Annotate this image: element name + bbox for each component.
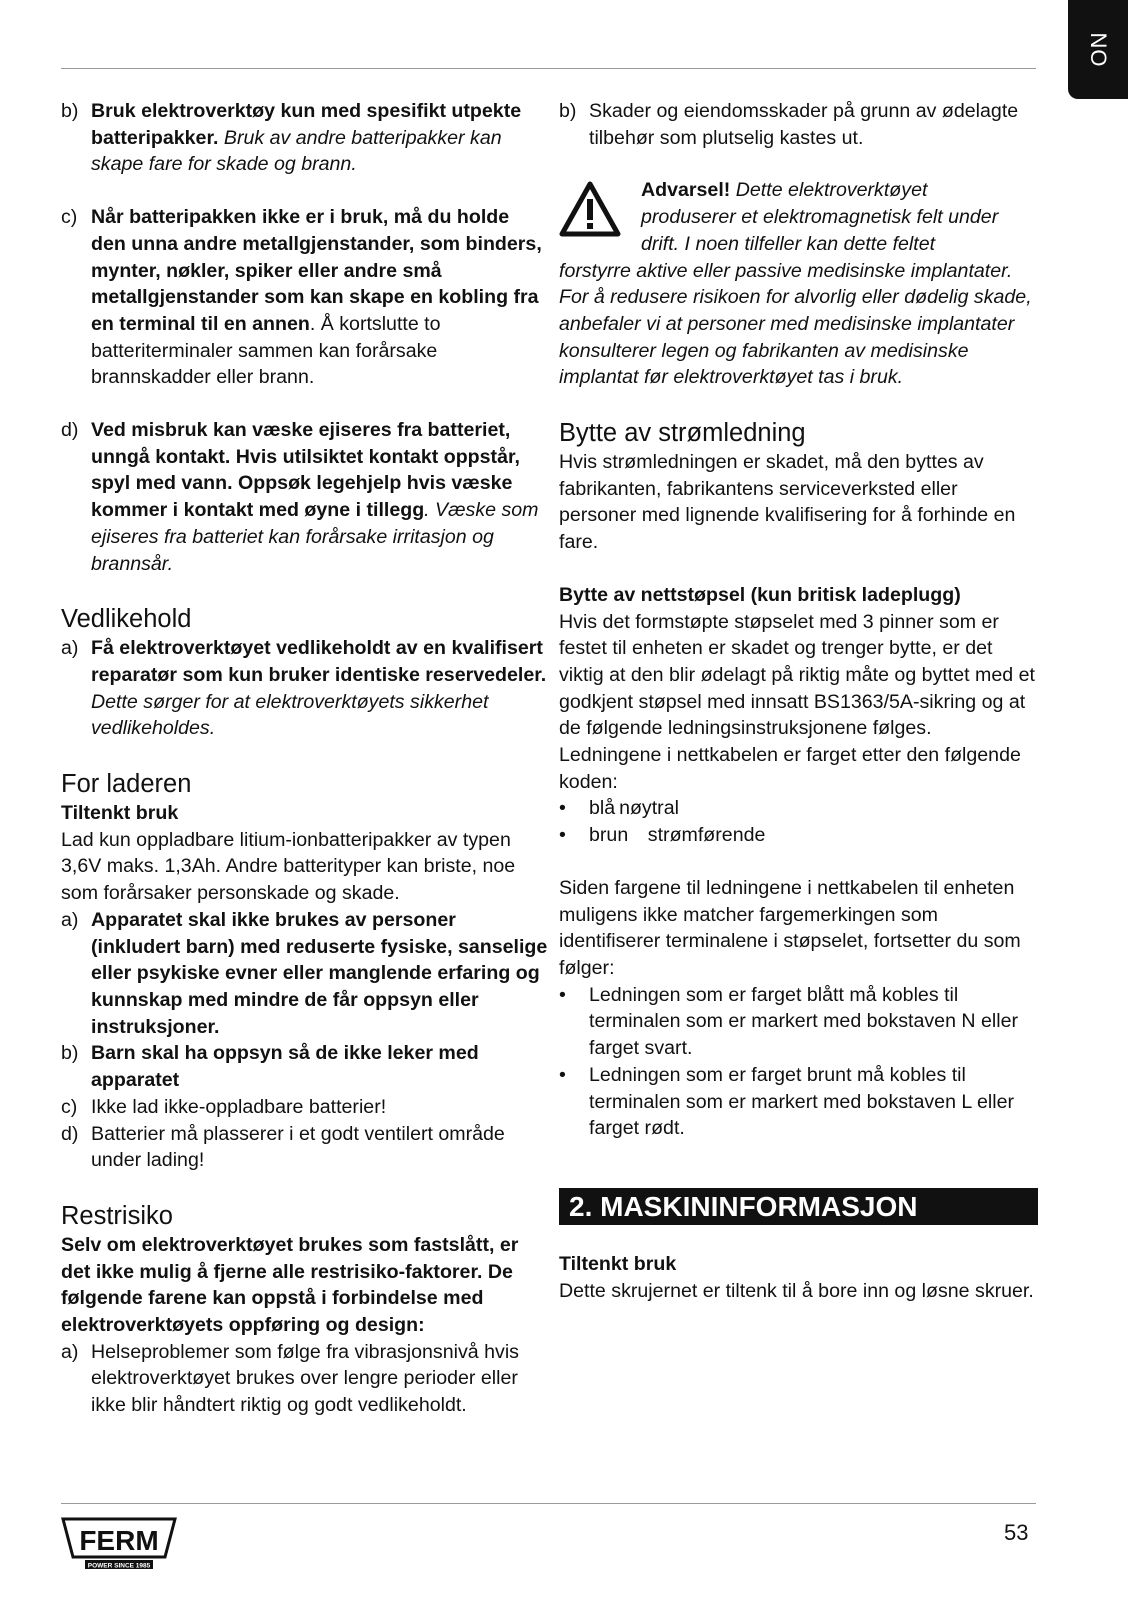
right-column bbox=[559, 98, 1038, 1304]
warning-bold: Advarsel! bbox=[641, 179, 731, 202]
logo-tagline: POWER SINCE 1985 bbox=[87, 1562, 151, 1570]
warning-text bbox=[559, 177, 1038, 391]
item-label: a) bbox=[61, 908, 79, 931]
item-text: Skader og eiendomsskader på grunn av ødelagte tilbehør som plutselig kastes ut. bbox=[589, 100, 1019, 149]
restrisiko-intro bbox=[61, 1232, 548, 1339]
warning-triangle-icon bbox=[559, 181, 621, 237]
list-item-d bbox=[61, 417, 548, 577]
bullet-dot: • bbox=[559, 824, 566, 847]
item-italic-text: Dette sørger for at elektroverktøyets sikkerhet vedlikeholdes. bbox=[91, 690, 489, 740]
laderen-intro: Lad kun oppladbare litium-ionbatteripakker av typen 3,6V maks. 1,3Ah. Andre batterityper kan briste, noe som forårsaker personskade og skade. bbox=[61, 828, 516, 905]
item-label: b) bbox=[559, 100, 577, 122]
section-banner: 2. MASKININFORMASJON bbox=[559, 1188, 1038, 1225]
item-bold-text: Få elektroverktøyet vedlikeholdt av en kvalifisert reparatør som kun bruker identiske reservedeler. bbox=[91, 637, 547, 686]
laderen-item-b bbox=[61, 1040, 548, 1093]
item-text: . Å kortslutte to batteriterminaler sammen kan forårsake brannskadder eller brann. bbox=[91, 312, 441, 389]
list-item-c bbox=[61, 204, 548, 391]
bullet-text: brun strømførende bbox=[589, 824, 766, 847]
bullet-dot: • bbox=[559, 797, 566, 820]
item-bold-text: Ved misbruk kan væske ejiseres fra batteriet, unngå kontakt. Hvis utilsiktet kontakt oppstår, spyl med vann. Oppsøk legehjelp hvis væske kommer i kontakt med øyne i tillegg bbox=[91, 419, 520, 522]
language-code: NO bbox=[1086, 32, 1111, 67]
ferm-logo bbox=[61, 1517, 177, 1571]
maskininfo-text: Dette skrujernet er tiltenk til å bore inn og løsne skruer. bbox=[559, 1279, 1034, 1302]
heading-for-laderen: For laderen bbox=[61, 770, 192, 799]
warning-line-3: drift. I noen tilfeller kan dette feltet bbox=[641, 232, 936, 255]
laderen-item-d bbox=[61, 1121, 548, 1174]
restrisiko-item-a bbox=[61, 1339, 548, 1419]
item-label: b) bbox=[61, 100, 79, 122]
item-bold-text: Barn skal ha oppsyn så de ikke leker med apparatet bbox=[91, 1042, 479, 1092]
bullet-text: blå nøytral bbox=[589, 797, 679, 820]
laderen-item-c bbox=[61, 1094, 548, 1121]
warning-block bbox=[559, 177, 1038, 391]
item-label: d) bbox=[61, 419, 79, 442]
nettstopsel-para2: Siden fargene til ledningene i nettkabelen til enheten muligens ikke matcher fargemerkingen som identifiserer terminalene i støpselet, fortsetter du som følger: bbox=[559, 876, 1021, 979]
warning-line-1: Dette elektroverktøyet bbox=[730, 179, 928, 202]
list-item-right-b bbox=[559, 98, 1038, 151]
bullet-item bbox=[559, 822, 1038, 849]
item-bold-text: Når batteripakken ikke er i bruk, må du holde den unna andre metallgjenstander, som binders, mynter, nøkler, spiker eller andre små metallgjenstander som kan skape en kobling fra en terminal til en annen bbox=[91, 206, 542, 335]
item-bold-text: Bruk elektroverktøy kun med spesifikt utpekte batteripakker. bbox=[91, 100, 522, 149]
bullet-text: Ledningen som er farget blått må kobles til terminalen som er markert med bokstaven N eller farget svart. bbox=[589, 983, 1019, 1060]
item-label: c) bbox=[61, 206, 78, 229]
item-label: b) bbox=[61, 1042, 79, 1065]
restrisiko-intro-text: Selv om elektroverktøyet brukes som fastslått, er det ikke mulig å fjerne alle restrisiko-faktorer. De følgende farene kan oppstå i forbindelse med elektroverktøyets oppføring og design: bbox=[61, 1233, 519, 1337]
list-item-vedlikehold-a bbox=[61, 635, 548, 742]
bullet-item bbox=[559, 1062, 1038, 1142]
heading-vedlikehold: Vedlikehold bbox=[61, 605, 192, 634]
item-label: a) bbox=[61, 637, 79, 660]
laderen-item-a bbox=[61, 907, 548, 1041]
left-column bbox=[61, 98, 548, 1419]
logo-wordmark: FERM bbox=[79, 1525, 159, 1556]
heading-bytte-stromledning: Bytte av strømledning bbox=[559, 419, 806, 448]
nettstopsel-text: Hvis det formstøpte støpselet med 3 pinner som er festet til enheten er skadet og trenger bytte, er det viktig at den blir ødelagt på riktig måte og byttet med et godkjent støpsel med innsatt BS1363/5A-sikring og at de følgende ledningsinstruksjonene følges. Ledningene i nettkabelen er farget etter den følgende koden: bbox=[559, 610, 1035, 793]
bullet-item bbox=[559, 982, 1038, 1062]
item-text: Ikke lad ikke-oppladbare batterier! bbox=[91, 1095, 387, 1118]
item-italic-text: . Væske som ejiseres fra batteriet kan forårsake irritasjon og brannsår. bbox=[91, 499, 539, 575]
item-text: Batterier må plasserer i et godt ventilert område under lading! bbox=[91, 1122, 505, 1172]
subheading-tiltenkt-bruk: Tiltenkt bruk bbox=[61, 802, 179, 825]
item-label: a) bbox=[61, 1340, 79, 1363]
warning-line-2: produserer et elektromagnetisk felt under bbox=[641, 206, 999, 229]
heading-bytte-nettstopsel: Bytte av nettstøpsel (kun britisk ladeplugg) bbox=[559, 583, 961, 606]
bullet-dot: • bbox=[559, 983, 566, 1006]
bullet-item bbox=[559, 795, 1038, 822]
item-italic-text: Bruk av andre batteripakker kan skape fare for skade og brann. bbox=[91, 126, 502, 176]
footer-rule bbox=[61, 1503, 1036, 1504]
warning-rest: forstyrre aktive eller passive medisinske implantater. For å redusere risikoen for alvorlig eller dødelig skade, anbefaler vi at personer med medisinske implantater konsulterer legen og fabrikanten av medisinske implantat før elektroverktøyet tas i bruk. bbox=[559, 259, 1032, 389]
header-rule bbox=[61, 68, 1036, 69]
item-label: d) bbox=[61, 1122, 79, 1145]
page-number: 53 bbox=[1004, 1520, 1029, 1545]
item-text: Helseproblemer som følge fra vibrasjonsnivå hvis elektroverktøyet brukes over lengre perioder eller ikke blir håndtert riktig og godt vedlikeholdt. bbox=[91, 1340, 519, 1417]
item-label: c) bbox=[61, 1095, 78, 1118]
bullet-dot: • bbox=[559, 1063, 566, 1086]
subheading-tiltenkt-bruk-2: Tiltenkt bruk bbox=[559, 1252, 677, 1275]
heading-restrisiko: Restrisiko bbox=[61, 1201, 173, 1230]
stromledning-text: Hvis strømledningen er skadet, må den byttes av fabrikanten, fabrikantens serviceverksted eller personer med lignende kvalifisering for å forhinde en fare. bbox=[559, 451, 1016, 554]
language-tab bbox=[1068, 0, 1128, 99]
item-bold-text: Apparatet skal ikke brukes av personer (inkludert barn) med reduserte fysiske, sanselige eller psykiske evner eller manglende erfaring og kunnskap med mindre de får oppsyn eller instruksjoner. bbox=[91, 908, 548, 1038]
bullet-text: Ledningen som er farget brunt må kobles til terminalen som er markert med bokstaven L eller farget rødt. bbox=[589, 1063, 1015, 1140]
list-item-b bbox=[61, 98, 548, 178]
